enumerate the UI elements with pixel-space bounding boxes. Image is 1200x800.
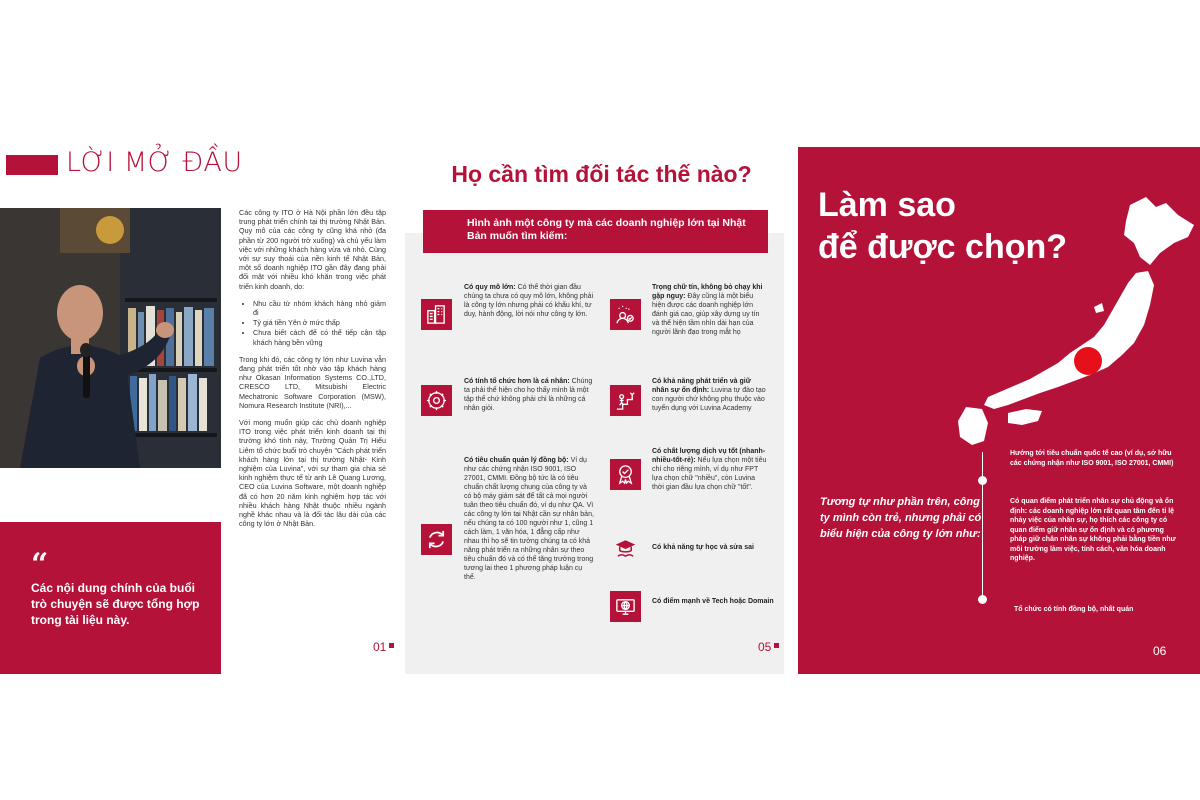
title-accent-bar bbox=[6, 155, 58, 175]
criteria-item bbox=[652, 377, 767, 413]
page-title: LỜI MỞ ĐẦU bbox=[66, 147, 243, 178]
quote-text: Các nội dung chính của buổi trò chuyện sẽ được tổng hợp trong tài liệu này. bbox=[31, 581, 200, 627]
intro-body bbox=[239, 208, 386, 537]
page-number: 05 bbox=[758, 640, 772, 654]
page-number: 06 bbox=[1153, 644, 1167, 658]
criteria-item bbox=[464, 377, 594, 413]
page-number-marker bbox=[774, 643, 779, 648]
criteria-item bbox=[652, 283, 767, 337]
criteria-point: Tổ chức có tính đồng bộ, nhất quán bbox=[1014, 606, 1134, 613]
criteria-banner: Hình ảnh một công ty mà các doanh nghiệp lớn tại Nhật Bản muốn tìm kiếm: bbox=[423, 210, 768, 253]
trust-icon bbox=[610, 299, 641, 330]
growth-icon bbox=[610, 385, 641, 416]
criteria-item bbox=[652, 543, 782, 552]
criteria-title: Có khả năng phát triển và giữ nhân sự ổn định: bbox=[652, 378, 751, 394]
page-heading: Họ cần tìm đối tác thế nào? bbox=[451, 161, 752, 187]
intro-paragraph-2: Trong khi đó, các công ty lớn như Luvina vẫn đang phát triển tốt nhờ vào tập khách hàng như Okasan Information Systems CO.,LTD, CRESCO LTD, Mitsubishi Electric Mechatronic Software Corporation (MSW), Nomura Research Institute (NRI),... bbox=[239, 354, 386, 410]
criteria-title: Có điểm mạnh về Tech hoặc Domain bbox=[652, 598, 774, 605]
page-title-line2: để được chọn? bbox=[818, 228, 1068, 266]
intro-paragraph-3: Với mong muốn giúp các chủ doanh nghiệp ITO trong việc phát triển kinh doanh tại thị trường khó tính này, Trường Quản Trị Hiếu Liêm tổ chức buổi trò chuyện "Cách phát triển khách hàng lớn tại thị trường Nhật- Kinh nghiệm của Luvina", với sự tham gia chia sẻ kinh nghiệm thực tế từ anh Lê Quang Lương, CEO của Luvina Software, một doanh nghiệp đã có hơn 20 năm kinh nghiệm hợp tác với nhiều khách hàng Nhật thuộc nhiều ngành nghề khác nhau và là đối tác lâu dài của các công ty lớn ở Nhật Bản. bbox=[239, 418, 386, 529]
criteria-point: Có quan điểm phát triển nhân sự chủ động và ổn định: các doanh nghiệp lớn rất quan tâm đến tỉ lệ nhảy việc của nhân sự, họ thích các công ty có quan điểm giữ nhân sự ổn định và có phương pháp giữ chân nhân sự không phải bằng tiền như môi trường làm việc, tính cách, văn hóa doanh nghiệp. bbox=[1010, 498, 1176, 562]
challenge-list bbox=[253, 299, 386, 347]
criteria-item bbox=[464, 456, 594, 582]
list-item: • Chưa biết cách để có thể tiếp cận tập khách hàng bền vững bbox=[253, 328, 386, 346]
criteria-title: Có quy mô lớn: bbox=[464, 284, 516, 291]
page-intro bbox=[0, 147, 405, 674]
criteria-item bbox=[652, 597, 782, 606]
criteria-title: Có tính tổ chức hơn là cá nhân: bbox=[464, 378, 570, 385]
timeline-dot bbox=[978, 595, 987, 604]
speaker-photo bbox=[0, 208, 221, 468]
quality-badge-icon bbox=[610, 459, 641, 490]
list-item: • Tỷ giá tiền Yên ở mức thấp bbox=[253, 318, 386, 327]
criteria-point: Hướng tới tiêu chuẩn quốc tế cao (ví dụ, sở hữu các chứng nhận như ISO 9001, ISO 27001, CMMI) bbox=[1010, 450, 1174, 467]
quote-mark: “ bbox=[31, 547, 49, 582]
page-number: 01 bbox=[373, 640, 387, 654]
criteria-text: Ví dụ như các chứng nhận ISO 9001, ISO 27001, CMMI. Đồng bộ tức là có tiêu chuẩn chất lượng chung của công ty và có bộ máy giám sát để tất cả mọi người tuân theo tiêu chuẩn đó, ví dụ như QA. Vì các công ty lớn tại Nhật cần sự nhân bản, nếu chúng ta có 100 người như 1, cũng 1 cách làm, 1 văn hóa, 1 đẳng cấp như nhau thì họ sẽ tin tưởng chúng ta có khả năng phát triển ra những nhân sự theo tiêu chuẩn đó và có thể tăng trưởng trong tương lai theo 1 phương pháp luận cụ thể. bbox=[464, 457, 594, 581]
web-icon bbox=[610, 591, 641, 622]
learning-icon bbox=[610, 533, 641, 564]
criteria-text: Có thể thời gian đầu chúng ta chưa có quy mô lớn, không phải là công ty lớn nhưng phải có khẩu khí, tư duy, hành động, lời nói như công ty lớn. bbox=[464, 284, 594, 318]
page-partner-criteria bbox=[405, 147, 798, 674]
criteria-text: Đây cũng là một biểu hiện được các doanh nghiệp lớn đánh giá cao, giúp xây dựng uy tín và thể hiện tầm nhìn dài hạn của người lãnh đạo trong mắt họ bbox=[652, 293, 760, 336]
timeline-dot bbox=[978, 476, 987, 485]
page-how-to-be-chosen bbox=[798, 147, 1200, 674]
criteria-title: Có chất lượng dịch vụ tốt (nhanh-nhiều-tốt-rẻ): bbox=[652, 448, 766, 464]
intro-text: Tương tự như phần trên, công ty mình còn trẻ, nhưng phải có biểu hiện của công ty lớn như: bbox=[820, 496, 982, 540]
criteria-title: Trọng chữ tín, không bỏ chạy khi gặp nguy: bbox=[652, 284, 763, 300]
building-icon bbox=[421, 299, 452, 330]
page-number-marker bbox=[389, 643, 394, 648]
criteria-title: Có khả năng tự học và sửa sai bbox=[652, 544, 754, 551]
timeline-line bbox=[982, 452, 983, 602]
timeline-line-extension bbox=[982, 674, 983, 764]
team-gear-icon bbox=[421, 385, 452, 416]
sync-icon bbox=[421, 524, 452, 555]
list-item: • Nhu cầu từ nhóm khách hàng nhỏ giảm đi bbox=[253, 299, 386, 317]
criteria-text: Nếu lựa chọn một tiêu chí cho riêng mình, ví dụ như FPT lựa chọn chữ "nhiều", còn Luvina thời gian đầu lựa chọn chữ "tốt". bbox=[652, 457, 767, 491]
criteria-title: Có tiêu chuẩn quản lý đồng bộ: bbox=[464, 457, 569, 464]
page-title-line1: Làm sao bbox=[818, 186, 956, 224]
criteria-text: Chúng ta phải thể hiện cho họ thấy mình là một tập thể chứ không phải chỉ là những cá nhân giỏi. bbox=[464, 378, 593, 412]
criteria-item bbox=[652, 447, 767, 492]
criteria-text: Luvina tự đào tạo con người chứ không phụ thuộc vào tuyển dụng với Luvina Academy bbox=[652, 387, 766, 412]
criteria-item bbox=[464, 283, 594, 319]
intro-paragraph-1: Các công ty ITO ở Hà Nội phần lớn đều tập trung phát triển chính tại thị trường Nhật Bản. Quy mô của các công ty cũng khá nhỏ (đa phần từ 200 người trở xuống) và chủ yếu làm việc với những khách hàng vừa và nhỏ. Cùng với sự suy thoái của nền kinh tế Nhật Bản, một số doanh nghiệp ITO gần đây đang phải đối mặt với nhiều khó khăn trong việc phát triển kinh doanh, do: bbox=[239, 208, 386, 291]
